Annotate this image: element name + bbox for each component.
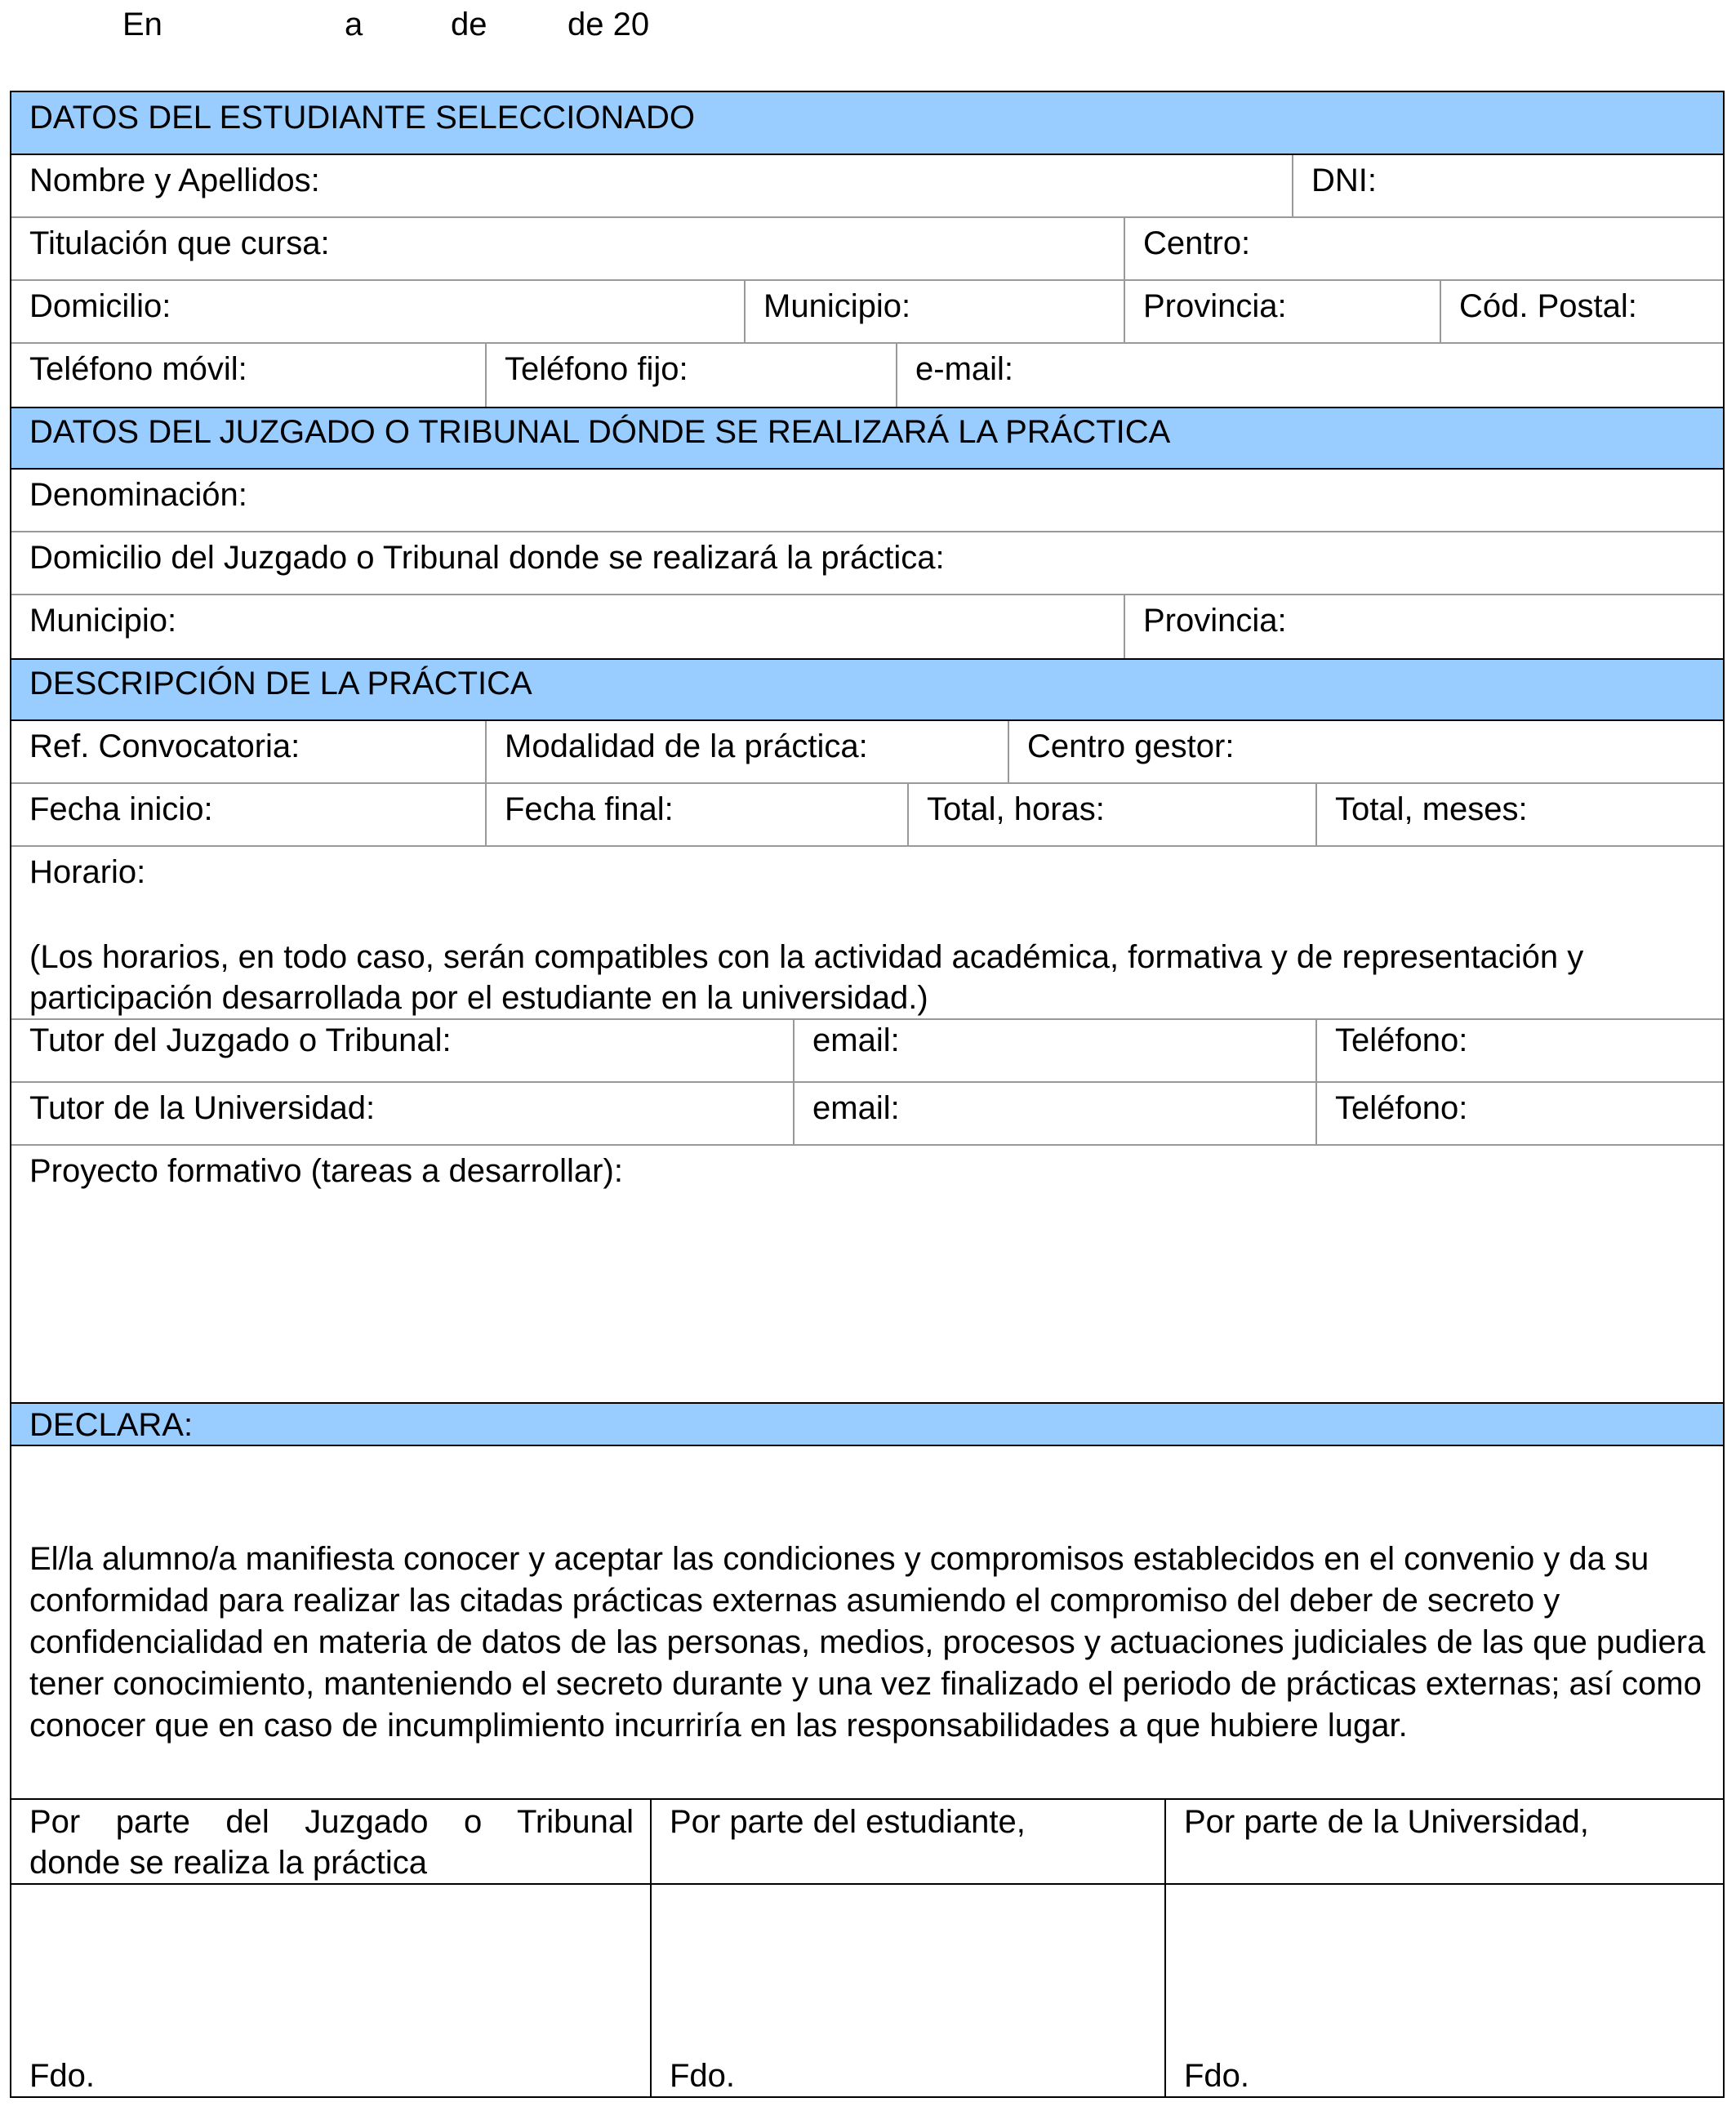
date-de-day: de	[451, 7, 487, 42]
student-center-field[interactable]: Centro:	[1124, 218, 1723, 279]
court-address-field[interactable]: Domicilio del Juzgado o Tribunal donde se realizará la práctica:	[29, 540, 945, 576]
court-address-row	[11, 532, 1723, 595]
declara-section-header: DECLARA:	[11, 1402, 1723, 1446]
date-de-year: de 20	[568, 7, 650, 42]
practice-dates-row	[11, 784, 1723, 847]
student-landline-field[interactable]: Teléfono fijo:	[485, 344, 896, 407]
court-province-field[interactable]: Provincia:	[1124, 595, 1723, 658]
uni-tutor-row	[11, 1083, 1723, 1146]
court-tutor-phone-field[interactable]: Teléfono:	[1315, 1020, 1723, 1081]
student-contact-row	[11, 344, 1723, 407]
court-location-row	[11, 595, 1723, 658]
student-name-row	[11, 155, 1723, 218]
practice-end-field[interactable]: Fecha final:	[485, 784, 907, 845]
student-postal-field[interactable]: Cód. Postal:	[1440, 281, 1723, 342]
court-tutor-field[interactable]: Tutor del Juzgado o Tribunal:	[29, 1022, 452, 1058]
practice-ref-row	[11, 721, 1723, 784]
date-a: a	[345, 7, 363, 42]
student-mobile-field[interactable]: Teléfono móvil:	[29, 351, 247, 387]
signature-header-row	[11, 1800, 1723, 1885]
project-field[interactable]: Proyecto formativo (tareas a desarrollar):	[29, 1153, 623, 1189]
project-row	[11, 1146, 1723, 1402]
court-tutor-email-field[interactable]: email:	[793, 1020, 1315, 1081]
student-degree-field[interactable]: Titulación que cursa:	[29, 225, 330, 261]
practice-start-field[interactable]: Fecha inicio:	[29, 791, 213, 827]
practice-section-header: DESCRIPCIÓN DE LA PRÁCTICA	[11, 658, 1723, 721]
student-dni-field[interactable]: DNI:	[1292, 155, 1723, 216]
signature-university-label: Por parte de la Universidad,	[1164, 1800, 1723, 1883]
declaration-text: El/la alumno/a manifiesta conocer y aceptar las condiciones y compromisos establecidos en el convenio y da su conformidad para realizar las citadas prácticas externas asumiendo el compromiso del deber de secreto y confidencialidad en materia de datos de las personas, medios, procesos y actuaciones judiciales de las que pudiera tener conocimiento, manteniendo el secreto durante y una vez finalizado el periodo de prácticas externas; así como conocer que en caso de incumplimiento incurriría en las responsabilidades a que hubiere lugar.	[29, 1541, 1706, 1744]
student-name-field[interactable]: Nombre y Apellidos:	[29, 163, 320, 198]
signature-university-box[interactable]: Fdo.	[1164, 1885, 1723, 2096]
court-tutor-row	[11, 1020, 1723, 1083]
declara-row	[11, 1446, 1723, 1800]
practice-months-field[interactable]: Total, meses:	[1315, 784, 1723, 845]
uni-tutor-field[interactable]: Tutor de la Universidad:	[29, 1090, 376, 1126]
signature-court-label: Por parte del Juzgado o Tribunal donde se realiza la práctica	[29, 1804, 634, 1881]
student-municipality-field[interactable]: Municipio:	[744, 281, 1124, 342]
student-address-field[interactable]: Domicilio:	[29, 288, 171, 324]
practice-hours-field[interactable]: Total, horas:	[907, 784, 1315, 845]
practice-managing-center-field[interactable]: Centro gestor:	[1008, 721, 1723, 782]
student-province-field[interactable]: Provincia:	[1124, 281, 1440, 342]
court-name-row	[11, 470, 1723, 532]
signature-box-row	[11, 1885, 1723, 2096]
student-degree-row	[11, 218, 1723, 281]
practice-schedule-row	[11, 847, 1723, 1020]
court-municipality-field[interactable]: Municipio:	[29, 603, 177, 639]
date-en: En	[122, 7, 162, 42]
court-name-field[interactable]: Denominación:	[29, 477, 247, 513]
practice-modality-field[interactable]: Modalidad de la práctica:	[485, 721, 1008, 782]
practice-schedule-field[interactable]: Horario: (Los horarios, en todo caso, serán compatibles con la actividad académica, formativa y de representación y participación desarrollada por el estudiante en la universidad.)	[11, 847, 1723, 1018]
uni-tutor-email-field[interactable]: email:	[793, 1083, 1315, 1144]
student-address-row	[11, 281, 1723, 344]
court-section-header: DATOS DEL JUZGADO O TRIBUNAL DÓNDE SE REALIZARÁ LA PRÁCTICA	[11, 407, 1723, 470]
student-section-header: DATOS DEL ESTUDIANTE SELECCIONADO	[11, 92, 1723, 155]
signature-student-box[interactable]: Fdo.	[650, 1885, 1164, 2096]
student-email-field[interactable]: e-mail:	[896, 344, 1723, 407]
signature-student-label: Por parte del estudiante,	[650, 1800, 1164, 1883]
date-line	[0, 0, 1736, 65]
practice-form	[10, 91, 1725, 2098]
uni-tutor-phone-field[interactable]: Teléfono:	[1315, 1083, 1723, 1144]
signature-court-box[interactable]: Fdo.	[29, 2058, 96, 2094]
practice-ref-field[interactable]: Ref. Convocatoria:	[29, 728, 300, 764]
schedule-note: (Los horarios, en todo caso, serán compatibles con la actividad académica, formativa y de representación y participación desarrollada por el estudiante en la universidad.)	[29, 939, 1584, 1016]
